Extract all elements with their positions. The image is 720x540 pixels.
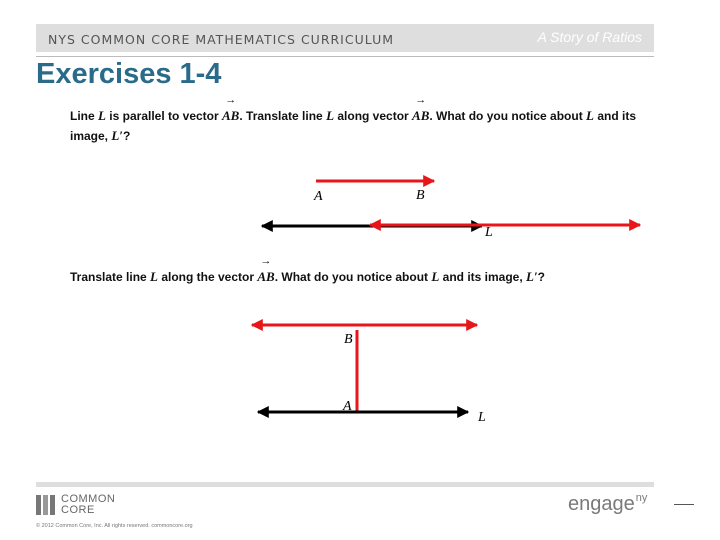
q1-text: along vector (334, 109, 413, 123)
line-l-label: L (485, 225, 493, 240)
q2-vector-ab: → AB (257, 267, 274, 287)
logo-line-2: CORE (61, 504, 95, 516)
module-title: A Story of Ratios (537, 29, 642, 45)
q1-text: ? (122, 129, 131, 143)
copyright-text: © 2012 Common Core, Inc. All rights reserved. commoncore.org (36, 523, 193, 529)
point-b-label: B (416, 188, 425, 203)
q2-text: and its image, (439, 270, 527, 284)
q1-text: . What do you notice about (429, 109, 587, 123)
q1-line-symbol: L (586, 108, 594, 123)
footer-divider (674, 504, 694, 505)
brand-text: engage (568, 493, 635, 515)
point-a-label: A (314, 189, 323, 204)
common-core-logo-icon (36, 495, 55, 515)
q1-text: is parallel to vector (105, 109, 223, 123)
q1-text: and its image, (70, 109, 637, 143)
q2-text: ? (537, 270, 545, 284)
q1-text: . Translate line (239, 109, 327, 123)
q2-line-symbol: L (431, 269, 440, 284)
q2-image-symbol: L′ (526, 269, 538, 284)
q2-text: along the vector (158, 270, 258, 284)
q2-line-symbol: L (150, 269, 158, 284)
q1-image-symbol: L′ (111, 128, 123, 143)
footer-band (36, 482, 654, 487)
engageny-logo (568, 492, 647, 516)
q2-text: . What do you notice about (274, 270, 432, 284)
q1-vector-ab: → AB (222, 106, 239, 126)
q1-vector-ab: → AB (412, 106, 429, 126)
page-title: Exercises 1-4 (36, 58, 222, 90)
common-core-logo (36, 494, 131, 516)
curriculum-title: NYS COMMON CORE MATHEMATICS CURRICULUM (48, 32, 395, 47)
point-b-label: B (344, 332, 353, 347)
q1-line-symbol: L (98, 108, 106, 123)
logo-line-1: COMMON (61, 493, 116, 505)
brand-superscript: ny (635, 492, 648, 504)
q2-text: Translate line (70, 270, 151, 284)
line-l-label: L (478, 410, 486, 425)
q1-text: Line (70, 109, 99, 123)
point-a-label: A (343, 399, 352, 414)
q1-line-symbol: L (326, 108, 335, 123)
